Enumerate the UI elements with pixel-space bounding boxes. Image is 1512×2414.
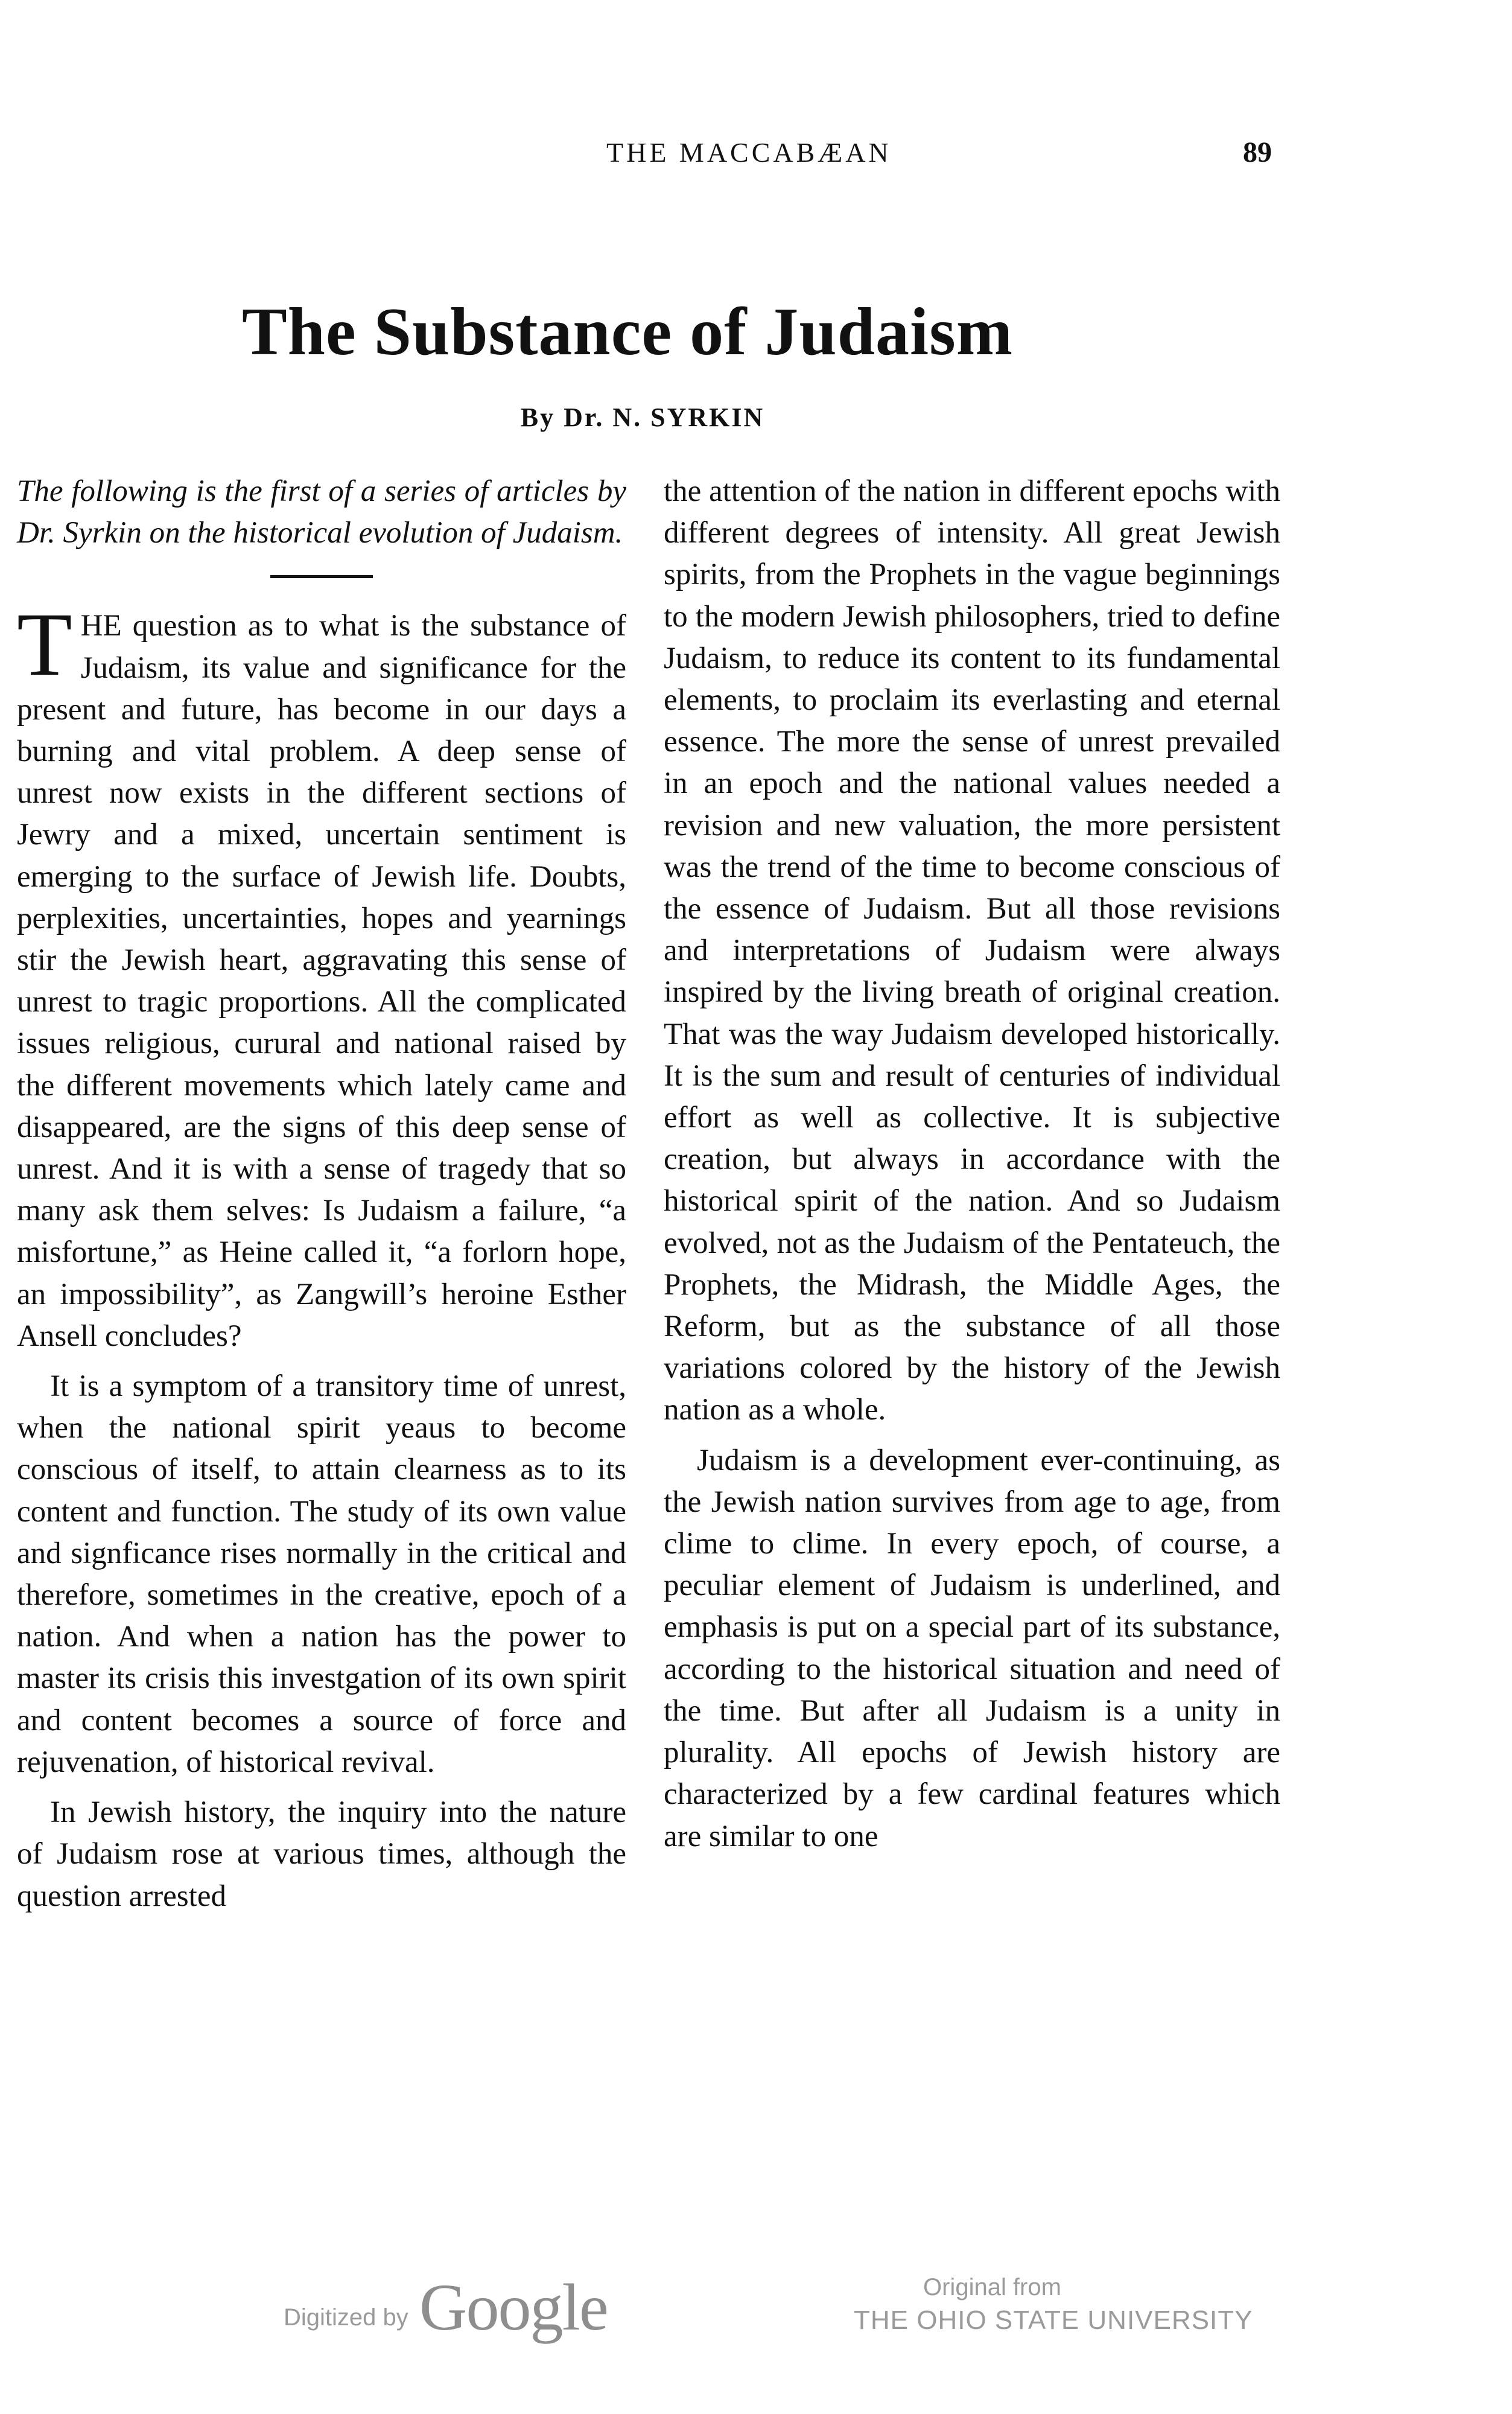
body-paragraph: the attention of the nation in different epochs with different degrees of intensity. All great Jewish spirits, from the Prophets in the vague beginnings to the modern Jewish philosophers, tried to define Judaism, to reduce its content to its fundamental elements, to proclaim its everlasting and eternal essence. The more the sense of unrest prevailed in an epoch and the national values needed a revision and new valuation, the more persistent was the trend of the time to become conscious of the essence of Judaism. But all those revisions and interpretations of Judaism were always inspired by the living breath of original creation. That was the way Judaism developed historically. It is the sum and result of centuries of individual effort as well as collective. It is subjective creation, but always in accordance with the historical spirit of the nation. And so Judaism evolved, not as the Judaism of the Pentateuch, the Prophets, the Midrash, the Middle Ages, the Reform, but as the substance of all those variations colored by the history of the Jewish nation as a whole. (664, 474, 1280, 1427)
intro-note: The following is the first of a series of articles by Dr. Syrkin on the historical evolution of Judaism. (17, 474, 626, 550)
digitized-by-label: Digitized by (284, 2304, 408, 2331)
digitization-footer (0, 2251, 1512, 2372)
running-title: THE MACCABÆAN (606, 137, 892, 168)
institution-name: THE OHIO STATE UNIVERSITY (854, 2305, 1253, 2335)
body-paragraph: In Jewish history, the inquiry into the nature of Judaism rose at various times, although the question arrested (17, 1795, 626, 1913)
section-divider (270, 575, 373, 578)
page-number: 89 (1243, 136, 1272, 168)
article-title: The Substance of Judaism (241, 295, 1014, 369)
body-paragraph: Judaism is a development ever-continuing, as the Jewish nation survives from age to age, from clime to clime. In every epoch, of course, a peculiar element of Judaism is underlined, and emphasis is put on a special part of its substance, according to the historical situation and need of the time. But after all Judaism is a unity in plurality. All epochs of Jewish history are characterized by a few cardinal features which are similar to one (664, 1443, 1280, 1853)
body-paragraph: It is a symptom of a transitory time of unrest, when the national spirit yeaus to become conscious of itself, to attain clearness as to its content and function. The study of its own value and signficance rises normally in the critical and therefore, sometimes in the creative, epoch of a nation. And when a nation has the power to master its crisis this investgation of its own spirit and content becomes a source of force and rejuvenation, of historical revival. (17, 1369, 626, 1779)
left-column (17, 471, 626, 1917)
article-byline: By Dr. N. SYRKIN (520, 403, 765, 432)
original-from-label: Original from (923, 2274, 1061, 2301)
google-logo: Google (419, 2270, 608, 2344)
running-header (0, 132, 1512, 174)
paragraph-text: HE question as to what is the substance of Judaism, its value and significance for the present and future, has become in our days a burning and vital problem. A deep sense of unrest now exists in the different sections of Jewry and a mixed, uncertain sentiment is emerging to the surface of Jewish life. Doubts, perplexities, uncertainties, hopes and yearnings stir the Jewish heart, aggravating this sense of unrest to tragic proportions. All the complicated issues religious, curural and national raised by the different movements which lately came and disappeared, are the signs of this deep sense of unrest. And it is with a sense of tragedy that so many ask them selves: Is Judaism a failure, “a misfortune,” as Heine called it, “a forlorn hope, an impossibility”, as Zangwill’s heroine Esther Ansell concludes? (17, 609, 626, 1353)
body-paragraph (17, 594, 626, 1357)
right-column (664, 471, 1280, 1858)
drop-cap: T (17, 594, 72, 695)
